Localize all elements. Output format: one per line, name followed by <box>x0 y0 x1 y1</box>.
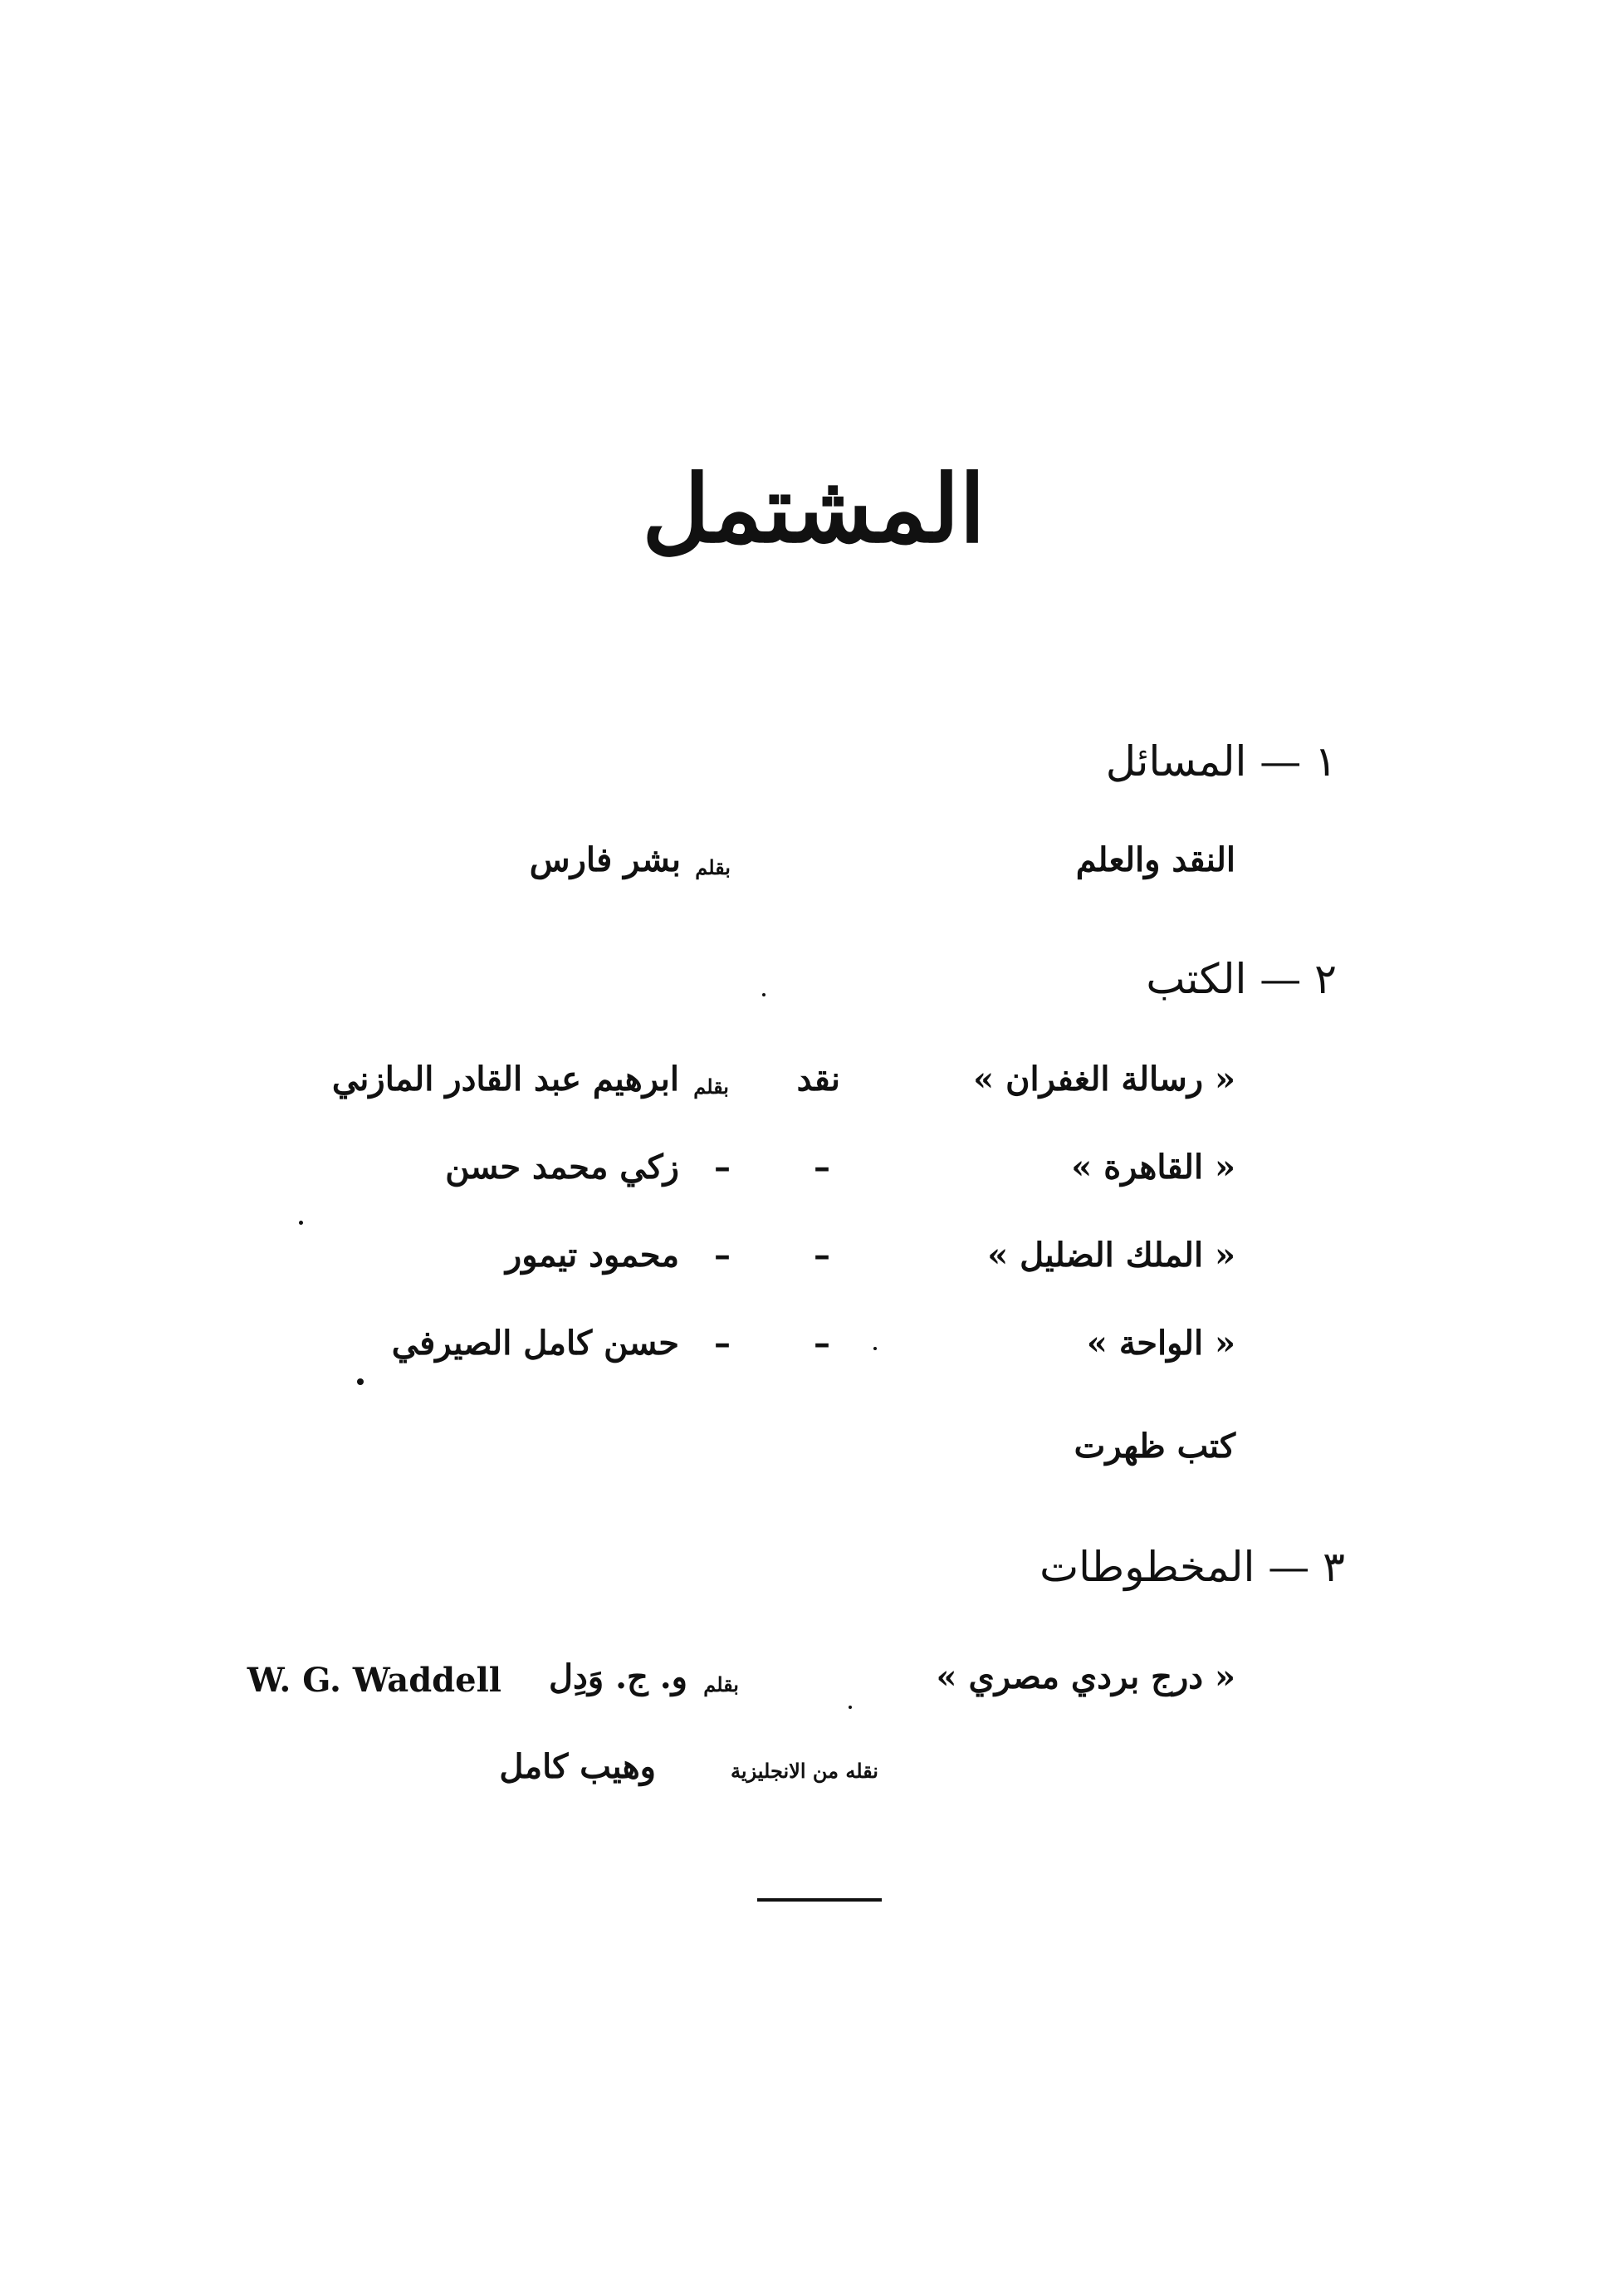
entry-by: – <box>714 1324 731 1363</box>
entry-title: « رسالة الغفران » <box>973 1060 1235 1099</box>
entry-by: بقلم <box>695 855 731 879</box>
entry-author: ابرهيم عبد القادر المازني <box>331 1060 679 1099</box>
entry-author: محمود تيمور <box>505 1236 679 1275</box>
entry-author: حسن كامل الصيرفي <box>391 1324 679 1363</box>
entry-title: « الملك الضليل » <box>987 1236 1235 1275</box>
entry-type: نقد <box>796 1060 840 1099</box>
section-heading: ٢ — الكتب <box>1146 955 1337 1003</box>
stray-dot <box>762 993 766 996</box>
section-footer: كتب ظهرت <box>1074 1427 1235 1466</box>
entry-by: بقلم <box>703 1672 739 1696</box>
entry-by: بقلم <box>693 1075 729 1099</box>
stray-dot <box>357 1378 364 1385</box>
entry-author: زكي محمد حسن <box>445 1148 679 1187</box>
section-heading: ١ — المسائل <box>1105 737 1337 786</box>
stray-dot <box>873 1347 877 1350</box>
entry-author: بشر فارس <box>529 840 681 879</box>
translator-label: نقله من الانجليزية <box>731 1759 878 1783</box>
entry-title: « القاهرة » <box>1071 1148 1235 1187</box>
entry-title: « درج بردي مصري » <box>936 1657 1235 1696</box>
entry-type: – <box>814 1236 830 1275</box>
page-title: المشتمل <box>642 455 986 564</box>
entry-by: – <box>714 1236 731 1275</box>
end-rule <box>757 1898 882 1902</box>
entry-by: – <box>714 1148 731 1187</box>
entry-type: – <box>814 1324 830 1363</box>
stray-dot <box>849 1706 852 1709</box>
section-heading: ٣ — المخطوطات <box>1039 1543 1345 1591</box>
stray-dot <box>299 1221 303 1225</box>
entry-type: – <box>814 1148 830 1187</box>
entry-author-latin: W. G. Waddell <box>247 1661 501 1700</box>
entry-author: و. ج. وَدِل <box>548 1657 687 1696</box>
translator-name: وهيب كامل <box>499 1747 656 1786</box>
entry-title: النقد والعلم <box>1075 840 1235 879</box>
entry-title: « الواحة » <box>1086 1324 1235 1363</box>
